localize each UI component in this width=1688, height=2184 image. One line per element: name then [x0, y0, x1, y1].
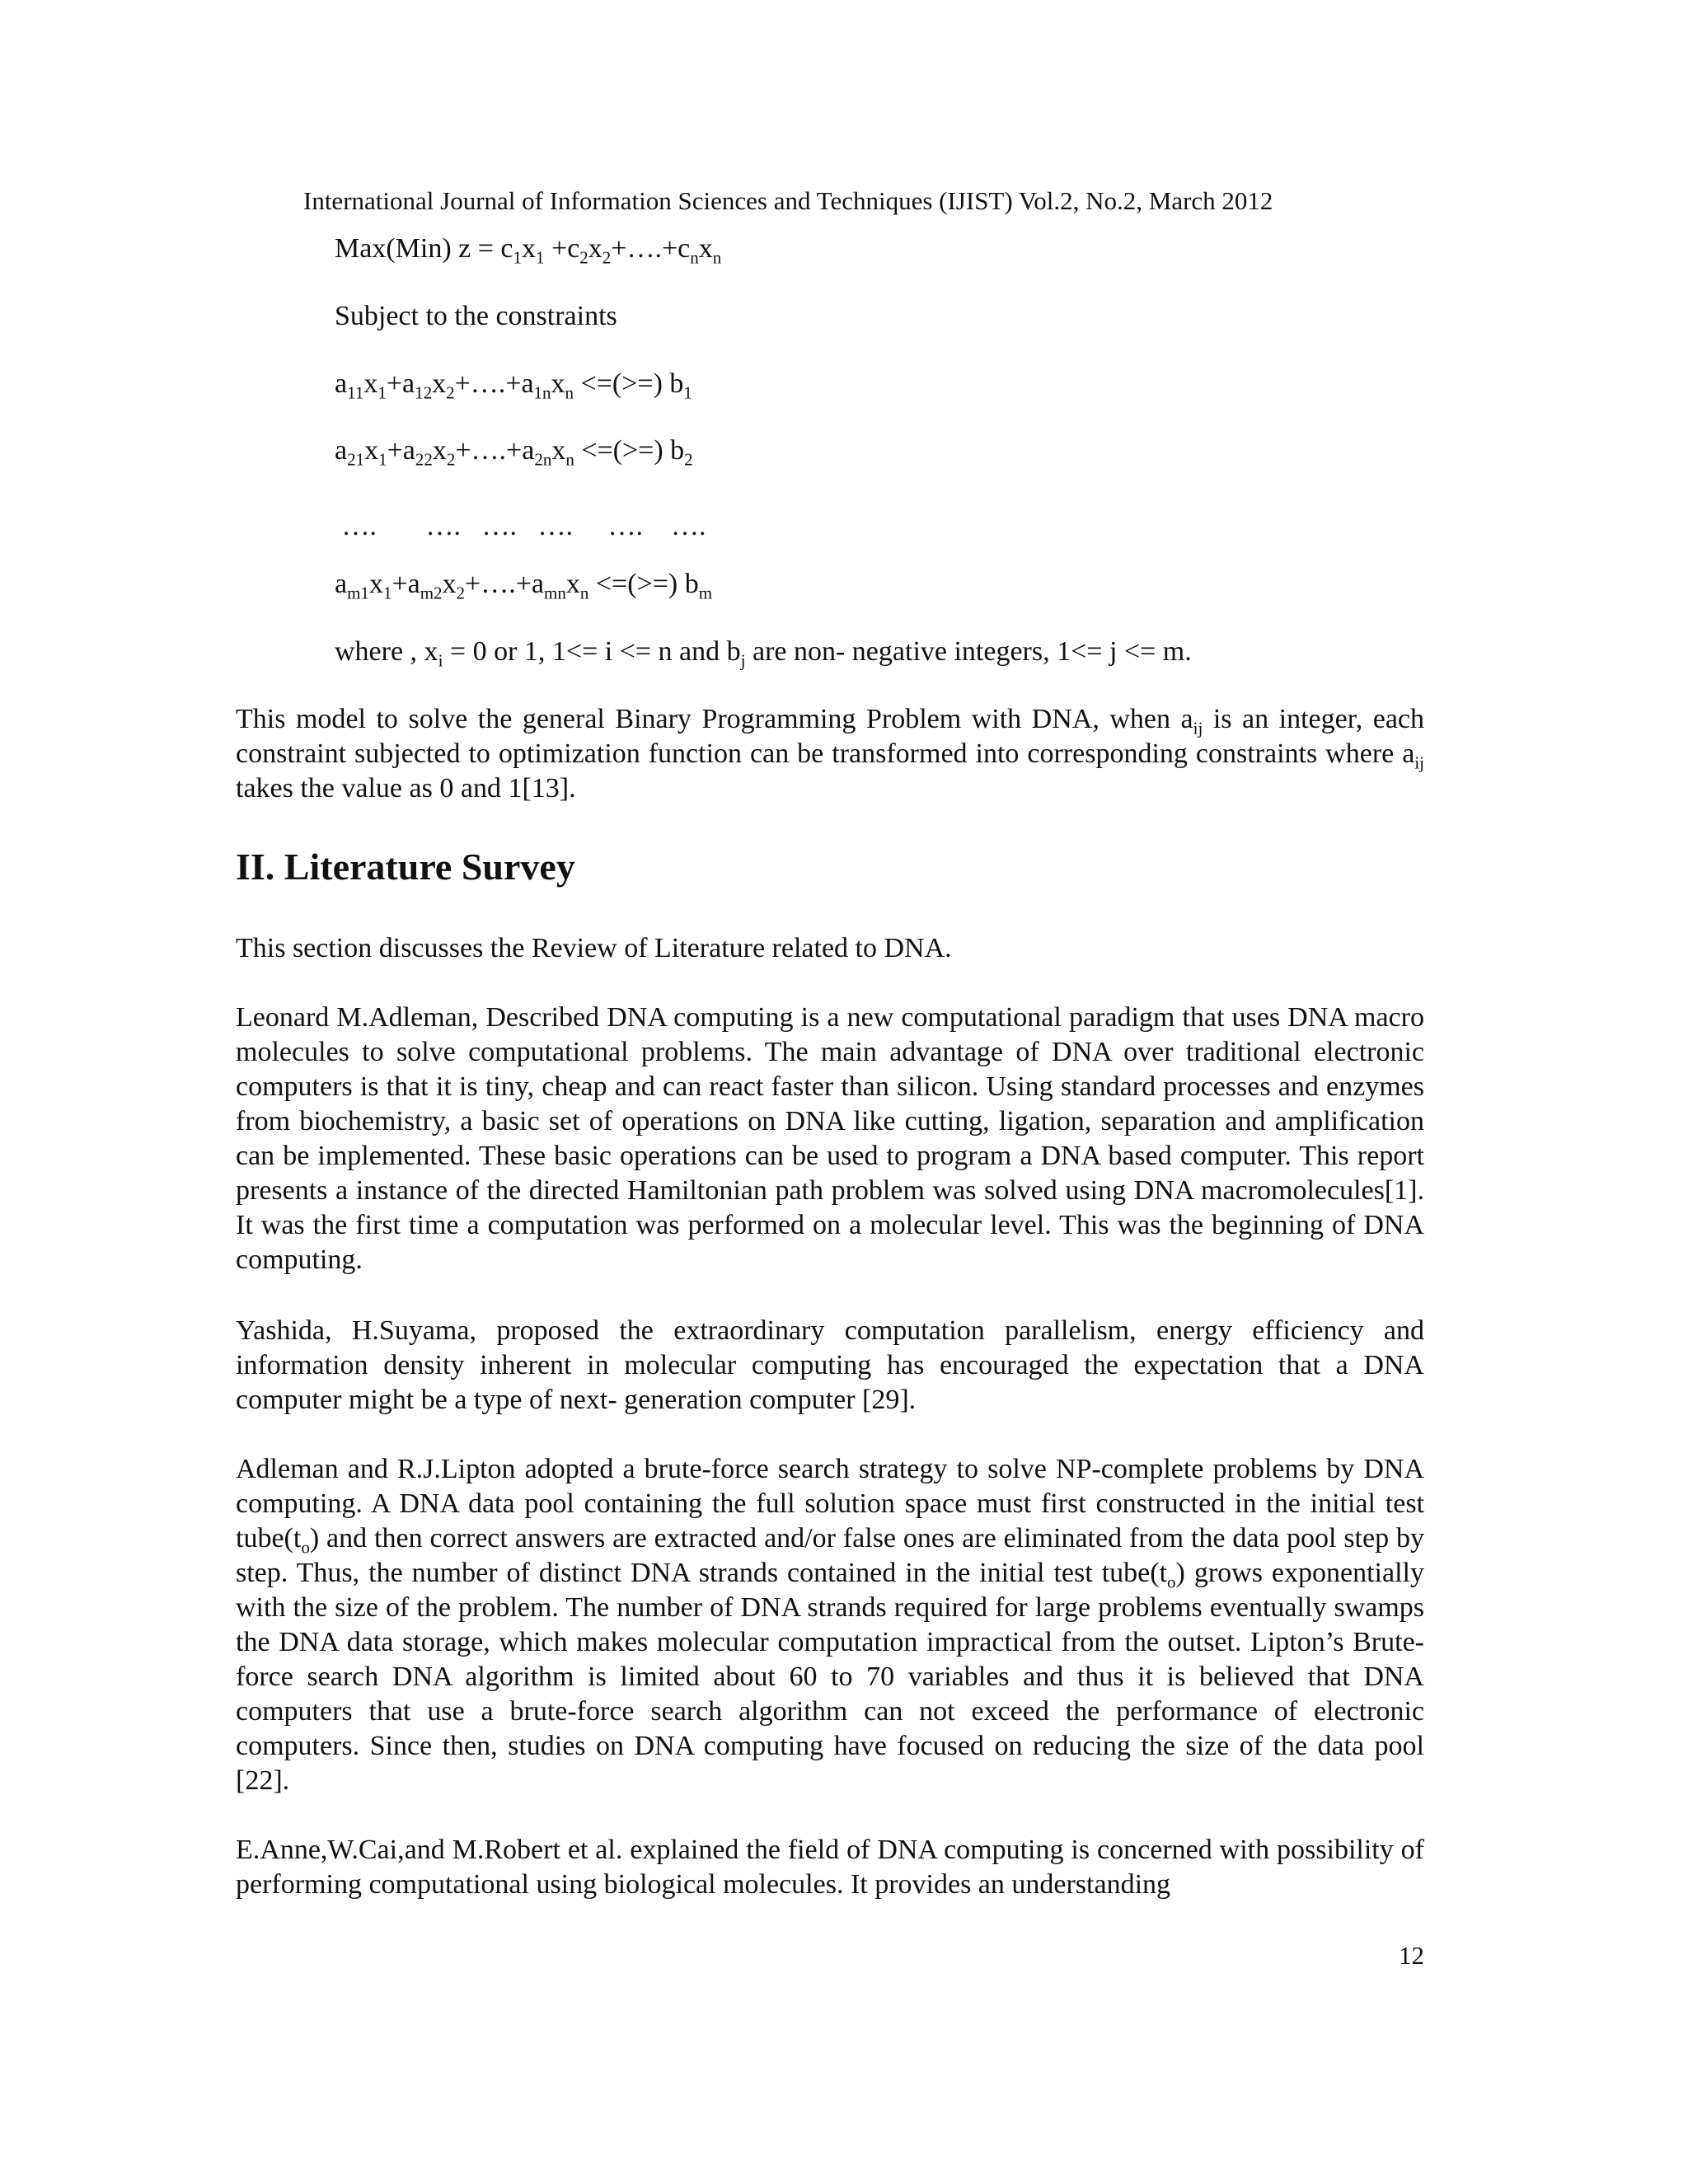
section-heading: II. Literature Survey [236, 846, 575, 888]
objective-equation: Max(Min) $z = c_1x_1$ $+c_2x_2+\dots.+c_nx_n$ [335, 233, 722, 268]
adleman-paragraph: Leonard M.Adleman, Described DNA computing is a new computational paradigm that uses DNA macro molecules to solve computational problems. The main advantage of DNA over traditional electronic computers is that it is tiny, cheap and can react faster than silicon. Using standard processes and enzymes from biochemistry, a basic set of operations on DNA like cutting, ligation, separation and amplification can be implemented. These basic operations can be used to program a DNA based computer. This report presents a instance of the directed Hamiltonian path problem was solved using DNA macromolecules[1]. It was the first time a computation was performed on a molecular level. This was the beginning of DNA computing. [236, 1002, 1424, 1275]
model-paragraph: This model to solve the general Binary Programming Problem with DNA, when $a_{ij}$ is an integer, each constraint subjected to optimization function can be transformed into corresponding constraints where $a_{ij}$ takes the value as 0 and 1[13]. [236, 704, 1424, 804]
yashida-paragraph: Yashida, H.Suyama, proposed the extraordinary computation parallelism, energy efficiency and information density inherent in molecular computing has encouraged the expectation that a DNA computer might be a type of next- generation computer [29]. [236, 1315, 1424, 1415]
anne-paragraph: E.Anne,W.Cai,and M.Robert et al. explained the field of DNA computing is concerned with possibility of performing computational using biological molecules. It provides an understanding [236, 1835, 1424, 1900]
constraint-row-2: $a_{21}x_1+a_{22}x_2+\dots.+a_{2n}x_n$ <=(>=) $b_2$ [335, 435, 693, 470]
lipton-paragraph: Adleman and R.J.Lipton adopted a brute-force search strategy to solve NP-complete problems by DNA computing. A DNA data pool containing the full solution space must first constructed in the initial test $tube(t_o)$ and then correct answers are extracted and/or false ones are eliminated from the data pool step by step. Thus, the number of distinct DNA strands contained in the initial test $tube(t_o)$ grows exponentially with the size of the problem. The number of DNA strands required for large problems eventually swamps the DNA data storage, which makes molecular computation impractical from the outset. Lipton’s Brute-force search DNA algorithm is limited about 60 to 70 variables and thus it is believed that DNA computers that use a brute-force search algorithm can not exceed the performance of electronic computers. Since then, studies on DNA computing have focused on reducing the size of the data pool [22]. [236, 1454, 1424, 1796]
constraints-label: Subject to the constraints [335, 301, 617, 331]
where-clause: where , $x_i = 0$ or 1, 1<= i <= n and $b_j$ are non- negative integers, 1<= j <= m. [335, 636, 1192, 671]
intro-paragraph: This section discusses the Review of Literature related to DNA. [236, 933, 952, 963]
constraint-row-m: $a_{m1}x_1+a_{m2}x_2+\dots.+a_{mn}x_n$ <=(>=) $b_m$ [335, 569, 713, 603]
constraint-row-1: $a_{11}x_1+a_{12}x_2+\dots.+a_{1n}x_n$ <=(>=) $b_1$ [335, 368, 692, 403]
journal-header: International Journal of Information Sciences and Techniques (IJIST) Vol.2, No.2, March 2012 [303, 186, 1273, 215]
ellipsis-row: …. …. …. …. …. …. [335, 511, 706, 541]
page-number: 12 [1399, 1941, 1424, 1970]
